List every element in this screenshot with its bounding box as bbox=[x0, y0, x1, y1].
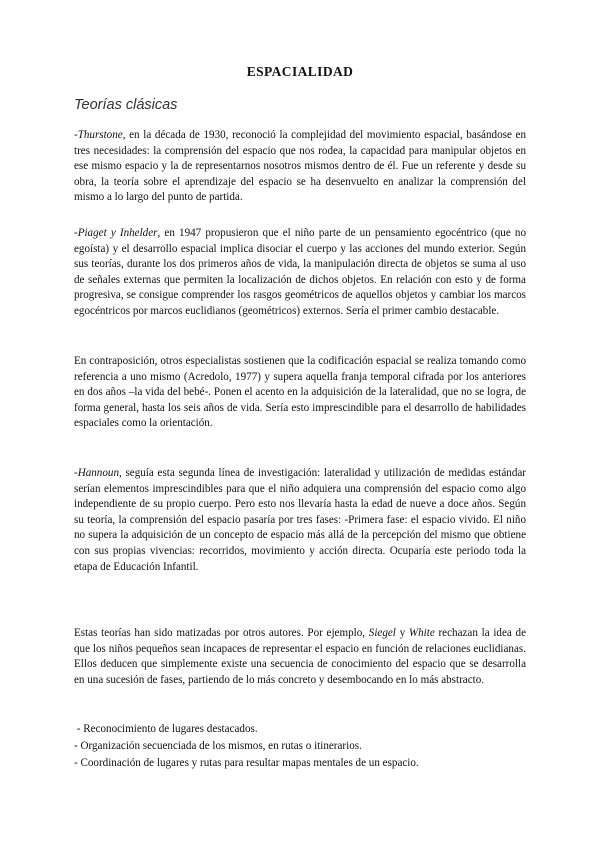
document-title: ESPACIALIDAD bbox=[246, 64, 354, 79]
author-name: Piaget y Inhelder bbox=[77, 227, 158, 239]
paragraph-siegel-white bbox=[74, 626, 526, 688]
section-subtitle: Teorías clásicas bbox=[74, 97, 178, 113]
phases-list bbox=[74, 721, 526, 772]
paragraph-text: En contraposición, otros especialistas sostienen que la codificación espacial se realiza tomando como referencia a uno mismo (Acredolo, 1977) y supera aquella franja temporal cifrada por los anteriores en dos años –la vida del bebé-. Ponen el acento en la adquisición de la lateralidad, que no se logra, de forma general, hasta los seis años de vida. Sería esto imprescindible para el desarrollo de habilidades espaciales como la orientación. bbox=[74, 355, 526, 430]
paragraph-text: , seguía esta segunda línea de investigación: lateralidad y utilización de medidas estándar serían elementos imprescindibles para que el niño adquiera una comprensión del espacio como algo independiente de su propio cuerpo. Pero esto nos llevaría hasta la edad de nueve a doce años. Según su teoría, la comprensión del espacio pasaría por tres fases: -Primera fase: el espacio vivido. El niño no supera la adquisición de un concepto de espacio más allá de la percepción del mismo que obtiene con sus propias vivencias: recorridos, movimiento y acción directa. Ocuparía este periodo toda la etapa de Educación Infantil. bbox=[74, 467, 526, 573]
list-item: - Reconocimiento de lugares destacados. bbox=[74, 723, 258, 735]
list-item: - Organización secuenciada de los mismos, en rutas o itinerarios. bbox=[74, 740, 362, 752]
paragraph-text: y bbox=[395, 627, 409, 639]
paragraph-text: Estas teorías han sido matizadas por otros autores. Por ejemplo, bbox=[74, 627, 369, 639]
paragraph-hannoun bbox=[74, 466, 526, 575]
author-name: White bbox=[408, 627, 435, 639]
paragraph-text: rechazan la idea de que los niños pequeños sean incapaces de representar el espacio en función de relaciones euclidianas. Ellos deducen que simplemente existe una secuencia de conocimiento del espacio que se desarrolla en una sucesión de fases, partiendo de lo más concreto y desembocando en lo más abstracto. bbox=[74, 627, 527, 686]
paragraph-text: , en 1947 propusieron que el niño parte de un pensamiento egocéntrico (que no egoísta) y el desarrollo espacial implica disociar el cuerpo y las acciones del mundo exterior. Según sus teorías, durante los dos primeros años de vida, la manipulación directa de objetos se suma al uso de señales externas que permiten la localización de dichos objetos. En relación con esto y de forma progresiva, se consigue comprender los rasgos geométricos de aquellos objetos y cambiar los marcos egocéntricos por marcos euclidianos (geométricos) externos. Sería el primer cambio destacable. bbox=[74, 227, 526, 317]
paragraph-text: , en la década de 1930, reconoció la complejidad del movimiento espacial, basándose en tres necesidades: la comprensión del espacio que nos rodea, la capacidad para manipular objetos en ese mismo espacio y la de representarnos nosotros mismos dentro de él. Fue un referente y desde su obra, la teoría sobre el aprendizaje del espacio se ha desenvuelto en analizar la comprensión del mismo a lo largo del punto de partida. bbox=[74, 129, 526, 204]
author-name: Hannoun bbox=[77, 467, 119, 479]
list-item: - Coordinación de lugares y rutas para resultar mapas mentales de un espacio. bbox=[74, 757, 419, 769]
paragraph-prefix: - bbox=[74, 467, 78, 479]
paragraph-piaget-inhelder bbox=[74, 226, 526, 320]
paragraph-thurstone bbox=[74, 128, 526, 206]
author-name: Thurstone bbox=[77, 129, 123, 141]
paragraph-contraposicion bbox=[74, 354, 526, 432]
paragraph-prefix: - bbox=[74, 227, 78, 239]
paragraph-prefix: - bbox=[74, 129, 78, 141]
author-name: Siegel bbox=[368, 627, 396, 639]
